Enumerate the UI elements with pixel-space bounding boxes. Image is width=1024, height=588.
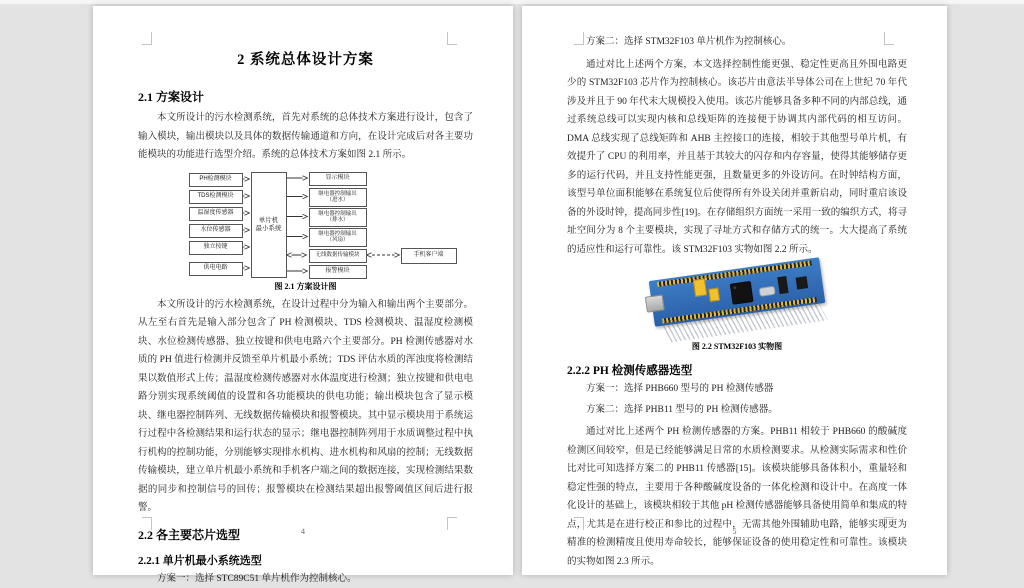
diagram-box-relay-drain: 继电器控制输出 （排水） [309,208,367,227]
diagram-box-power: 供电电路 [189,262,243,276]
heading-2-2: 2.2 各主要芯片选型 [138,526,473,543]
figure-2-2-caption: 图 2.2 STM32F103 实物图 [567,341,907,352]
diagram-box-relay-fan: 继电器控制输出 （风扇） [309,228,367,247]
board-usb-connector [645,294,665,312]
figure-2-1-diagram [139,172,473,278]
diagram-box-alarm: 报警模块 [309,265,367,279]
diagram-box-ph-module: PH检测模块 [189,173,243,187]
board-ic [777,276,788,294]
diagram-box-humidity-sensor: 温湿度传感器 [189,207,243,221]
mcu-paragraph: 通过对比上述两个方案，本文选择控制性能更强、稳定性更高且外围电路更少的 STM32F103 芯片作为控制核心。该芯片由意法半导体公司在上世纪 70 年代涉及并且于 90 年代末大规模投入使用。该芯片能够具备多种不同的内部总线，通过系统总线可以实现内核和总线矩阵的连接便于协调其内部代码的相互访问。DMA 总线实现了总线矩阵和 AHB 主控接口的连接，相较于其他型号单片机，有效提升了 CPU 的利用率，并且基于其较大的闪存和内存容量，使得其能够储存更多的运行代码，并且支持性能更强，且数量更多的外设访问。在时钟结构方面，该型号单位面积能够在系统复位后使得所有外设关闭并重新启动，同时重启该设备的外设时钟，提高同步性[19]。在存储组织方面统一采用一致的编织方式，将寻址空间分为 8 个主要模块，实现了寻址方式和存储方式的统一。大大提高了系统的适应性和运行可靠性。该 STM32F103 实物如图 2.2 所示。 [567,56,907,260]
board-crystal [759,286,776,297]
detail-paragraph: 本文所设计的污水检测系统，在设计过程中分为输入和输出两个主要部分。从左至右首先是输入部分包含了 PH 检测模块、TDS 检测模块、温湿度检测模块、水位检测传感器、独立按键和供电电路六个主要部分。PH 检测传感器对水质的 PH 值进行检测并反馈至单片机最小系统；TDS 评估水质的浑浊度将检测结果以数值形式上传；温湿度检测传感器对水体温度进行检测；独立按键和供电电路分别实现系统阈值的设置和各功能模块的供电功能；输出模块包含了显示模块、继电器控制阵列、无线数据传输模块和报警模块。其中显示模块用于系统运行过程中各检测结果和运行状态的显示；继电器控制阵列用于水质调整过程中执行机构的控制功能，分别能够实现排水机构、进水机构和风扇的控制；无线数据传输模块，建立单片机最小系统和手机客户端之间的数据连接，实现检测结果数据的同步和控制信号的回传；报警模块在检测结果超出报警阈值区间后进行报警。 [138,296,473,518]
board-mcu-chip [730,281,754,305]
document-page-left[interactable] [93,6,513,575]
diagram-box-tds-module: TDS检测模块 [189,190,243,204]
stm32-board-image [567,264,907,338]
diagram-box-wireless: 无线数据传输模块 [309,249,367,263]
heading-2-1: 2.1 方案设计 [138,88,473,105]
diagram-box-keys: 独立按键 [189,241,243,255]
sensor-plan-two-line: 方案二：选择 PHB11 型号的 PH 检测传感器。 [567,401,907,420]
page-number-left: 4 [93,527,513,536]
chip-pin1-dot [733,286,736,289]
heading-2-2-2: 2.2.2 PH 检测传感器选型 [567,362,907,378]
diagram-box-mcu: 单片机 最小系统 [251,172,287,278]
diagram-box-relay-inlet: 继电器控制输出 （进水） [309,188,367,207]
viewer-top-strip [0,0,1024,4]
chapter-title: 2 系统总体设计方案 [138,48,473,69]
board-jumper [693,278,707,297]
plan-one-line: 方案一：选择 STC89C51 单片机作为控制核心。 [138,570,473,588]
plan-two-line: 方案二：选择 STM32F103 单片机作为控制核心。 [567,33,907,52]
sensor-paragraph: 通过对比上述两个 PH 检测传感器的方案。PHB11 相较于 PHB660 的酸碱度检测区间较窄，但是已经能够满足日常的水质检测要求。从检测实际需求和性价比对比可知选择方案二的 PHB11 传感器[15]。该模块能够具备体积小，重量轻和稳定性强的特点，主要用于各种酸碱度设备的一体化检测和设计中。在高度一体化设计的基础上，该模块相较于其他 pH 检测传感器能够具备使用简单和集成的特点，尤其是在进行校正和参比的过程中，无需其他外围辅助电路，能够实现更为精准的检测精度且使用寿命较长，能够保证设备的使用稳定性和可靠性。该模块的实物如图 2.3 所示。 [567,423,907,571]
diagram-box-display: 显示模块 [309,172,367,186]
heading-2-2-1: 2.2.1 单片机最小系统选型 [138,552,473,568]
diagram-box-level-sensor: 水位传感器 [189,224,243,238]
board-jumper [708,288,720,302]
diagram-box-phone-client: 手机客户端 [401,248,457,264]
page-number-right: 5 [522,527,947,536]
intro-paragraph: 本文所设计的污水检测系统，首先对系统的总体技术方案进行设计，包含了输入模块，输出模块以及具体的数据传输通道和方向，在设计完成后对各主要功能模块的功能进行选型介绍。系统的总体技术方案如图 2.1 所示。 [138,109,473,165]
board-ic [796,276,809,289]
sensor-plan-one-line: 方案一：选择 PHB660 型号的 PH 检测传感器 [567,380,907,399]
document-page-right[interactable] [522,6,947,575]
figure-2-1-caption: 图 2.1 方案设计图 [138,281,473,292]
